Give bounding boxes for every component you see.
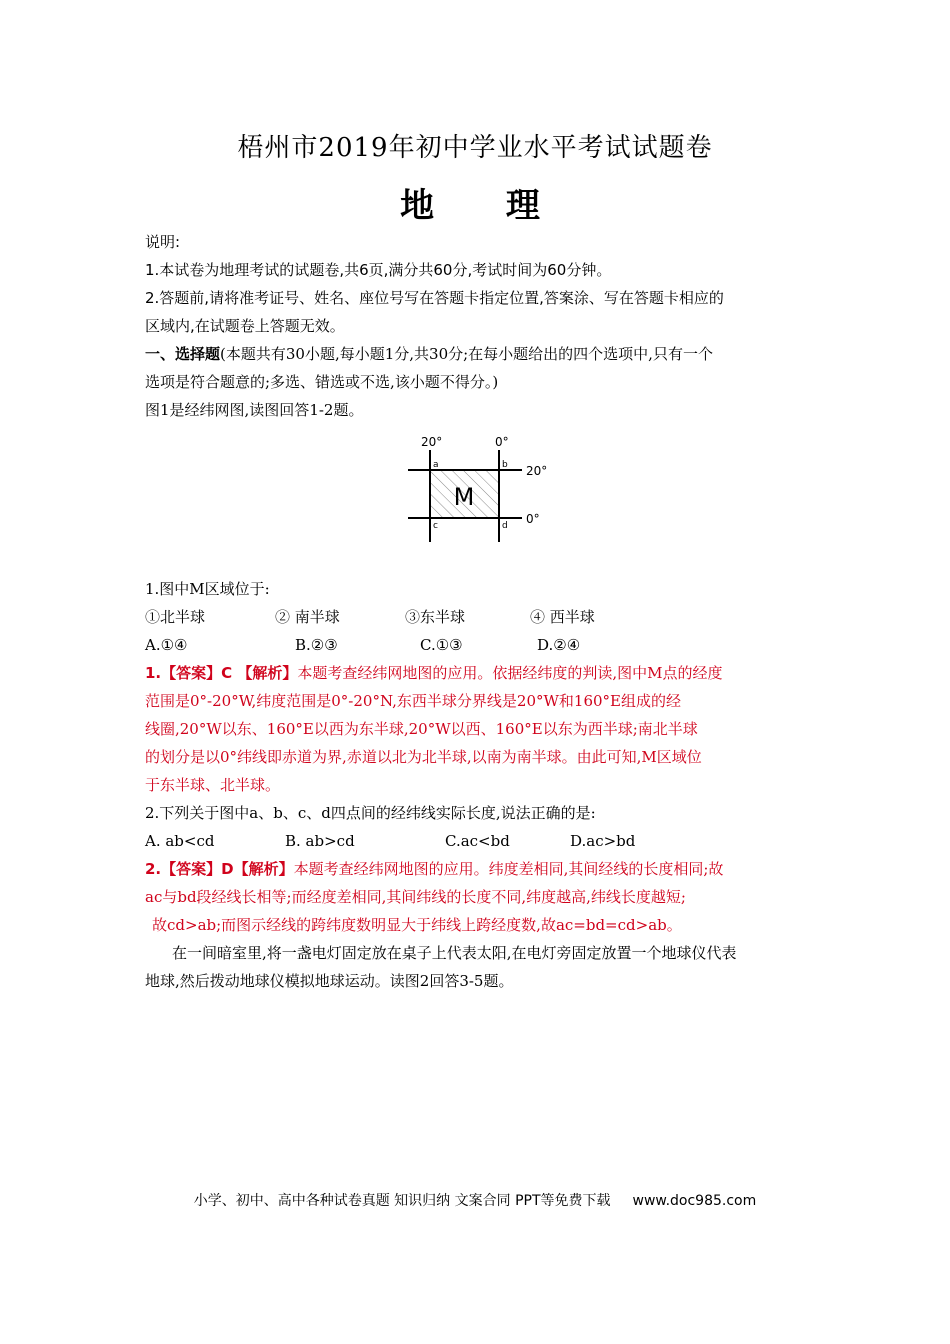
section-description: (本题共有30小题,每小题1分,共30分;在每小题给出的四个选项中,只有一个 <box>220 345 713 363</box>
corner-c: c <box>433 521 438 531</box>
q1-choice-3: ③东半球 <box>405 608 466 626</box>
q1-answer-line-4: 的划分是以0°纬线即赤道为界,赤道以北为北半球,以南为南半球。由此可知,M区域位 <box>145 748 702 766</box>
label-lat-bottom: 0° <box>526 512 540 526</box>
q2-option-d: D.ac>bd <box>570 832 636 850</box>
label-lon-left: 20° <box>421 435 443 449</box>
instruction-item-2-line-1: 2.答题前,请将准考证号、姓名、座位号写在答题卡指定位置,答案涂、写在答题卡相应的 <box>145 289 724 307</box>
q1-answer-line-2: 范围是0°-20°W,纬度范围是0°-20°N,东西半球分界线是20°W和160°E组成的经 <box>145 692 681 710</box>
q1-choice-2: ② 南半球 <box>275 608 340 626</box>
q1-option-d: D.②④ <box>537 636 581 654</box>
q2-option-a: A. ab<cd <box>145 832 215 850</box>
corner-a: a <box>433 460 439 470</box>
subject-title: 地 理 <box>400 186 570 226</box>
section-description-line-2: 选项是符合题意的;多选、错选或不选,该小题不得分。) <box>145 373 499 391</box>
question-1-stem: 1.图中M区域位于: <box>145 580 270 598</box>
figure-1-intro: 图1是经纬网图,读图回答1-2题。 <box>145 401 364 419</box>
label-lat-top: 20° <box>526 464 548 478</box>
corner-b: b <box>502 460 508 470</box>
footer-text: 小学、初中、高中各种试卷真题 知识归纳 文案合同 PPT等免费下载 <box>193 1193 611 1209</box>
exam-title: 梧州市2019年初中学业水平考试试题卷 <box>237 133 713 163</box>
q1-answer-text: 本题考查经纬网地图的应用。依据经纬度的判读,图中M点的经度 <box>297 664 723 682</box>
instruction-item-1: 1.本试卷为地理考试的试题卷,共6页,满分共60分,考试时间为60分钟。 <box>145 261 612 279</box>
footer-url[interactable]: www.doc985.com <box>632 1193 757 1209</box>
passage-line-2: 地球,然后拨动地球仪模拟地球运动。读图2回答3-5题。 <box>145 972 514 990</box>
q1-answer-line-5: 于东半球、北半球。 <box>145 776 281 794</box>
q2-answer-line-1 <box>145 855 815 883</box>
q2-option-b: B. ab>cd <box>285 832 355 850</box>
q2-answer-tag: 2.【答案】D【解析】 <box>145 860 294 878</box>
region-m-label: M <box>453 483 475 511</box>
q1-option-c: C.①③ <box>420 636 463 654</box>
q2-answer-line-3: 故cd>ab;而图示经线的跨纬度数明显大于纬线上跨经度数,故ac=bd=cd>ab。 <box>152 916 682 934</box>
q2-answer-text: 本题考查经纬网地图的应用。纬度差相同,其间经线的长度相同;故 <box>293 860 724 878</box>
figure-1-graticule <box>400 430 560 550</box>
section-heading: 一、选择题 <box>145 345 221 363</box>
section-1-intro <box>145 340 815 368</box>
q2-answer-line-2: ac与bd段经线长相等;而经度差相同,其间纬线的长度不同,纬度越高,纬线长度越短; <box>145 888 686 906</box>
passage-line-1: 在一间暗室里,将一盏电灯固定放在桌子上代表太阳,在电灯旁固定放置一个地球仪代表 <box>172 944 737 962</box>
q1-answer-line-1 <box>145 659 815 687</box>
q1-choice-4: ④ 西半球 <box>530 608 595 626</box>
q1-answer-tag: 1.【答案】C 【解析】 <box>145 664 298 682</box>
corner-d: d <box>502 521 508 531</box>
instructions-label: 说明: <box>145 233 181 251</box>
question-2-stem: 2.下列关于图中a、b、c、d四点间的经纬线实际长度,说法正确的是: <box>145 804 596 822</box>
q1-option-b: B.②③ <box>295 636 338 654</box>
instruction-item-2-line-2: 区域内,在试题卷上答题无效。 <box>145 317 345 335</box>
q1-choice-1: ①北半球 <box>145 608 206 626</box>
q1-answer-line-3: 线圈,20°W以东、160°E以西为东半球,20°W以西、160°E以东为西半球;南北半球 <box>145 720 698 738</box>
q2-option-c: C.ac<bd <box>445 832 510 850</box>
q1-option-a: A.①④ <box>145 636 188 654</box>
label-lon-right: 0° <box>495 435 509 449</box>
page-footer <box>0 1190 950 1210</box>
